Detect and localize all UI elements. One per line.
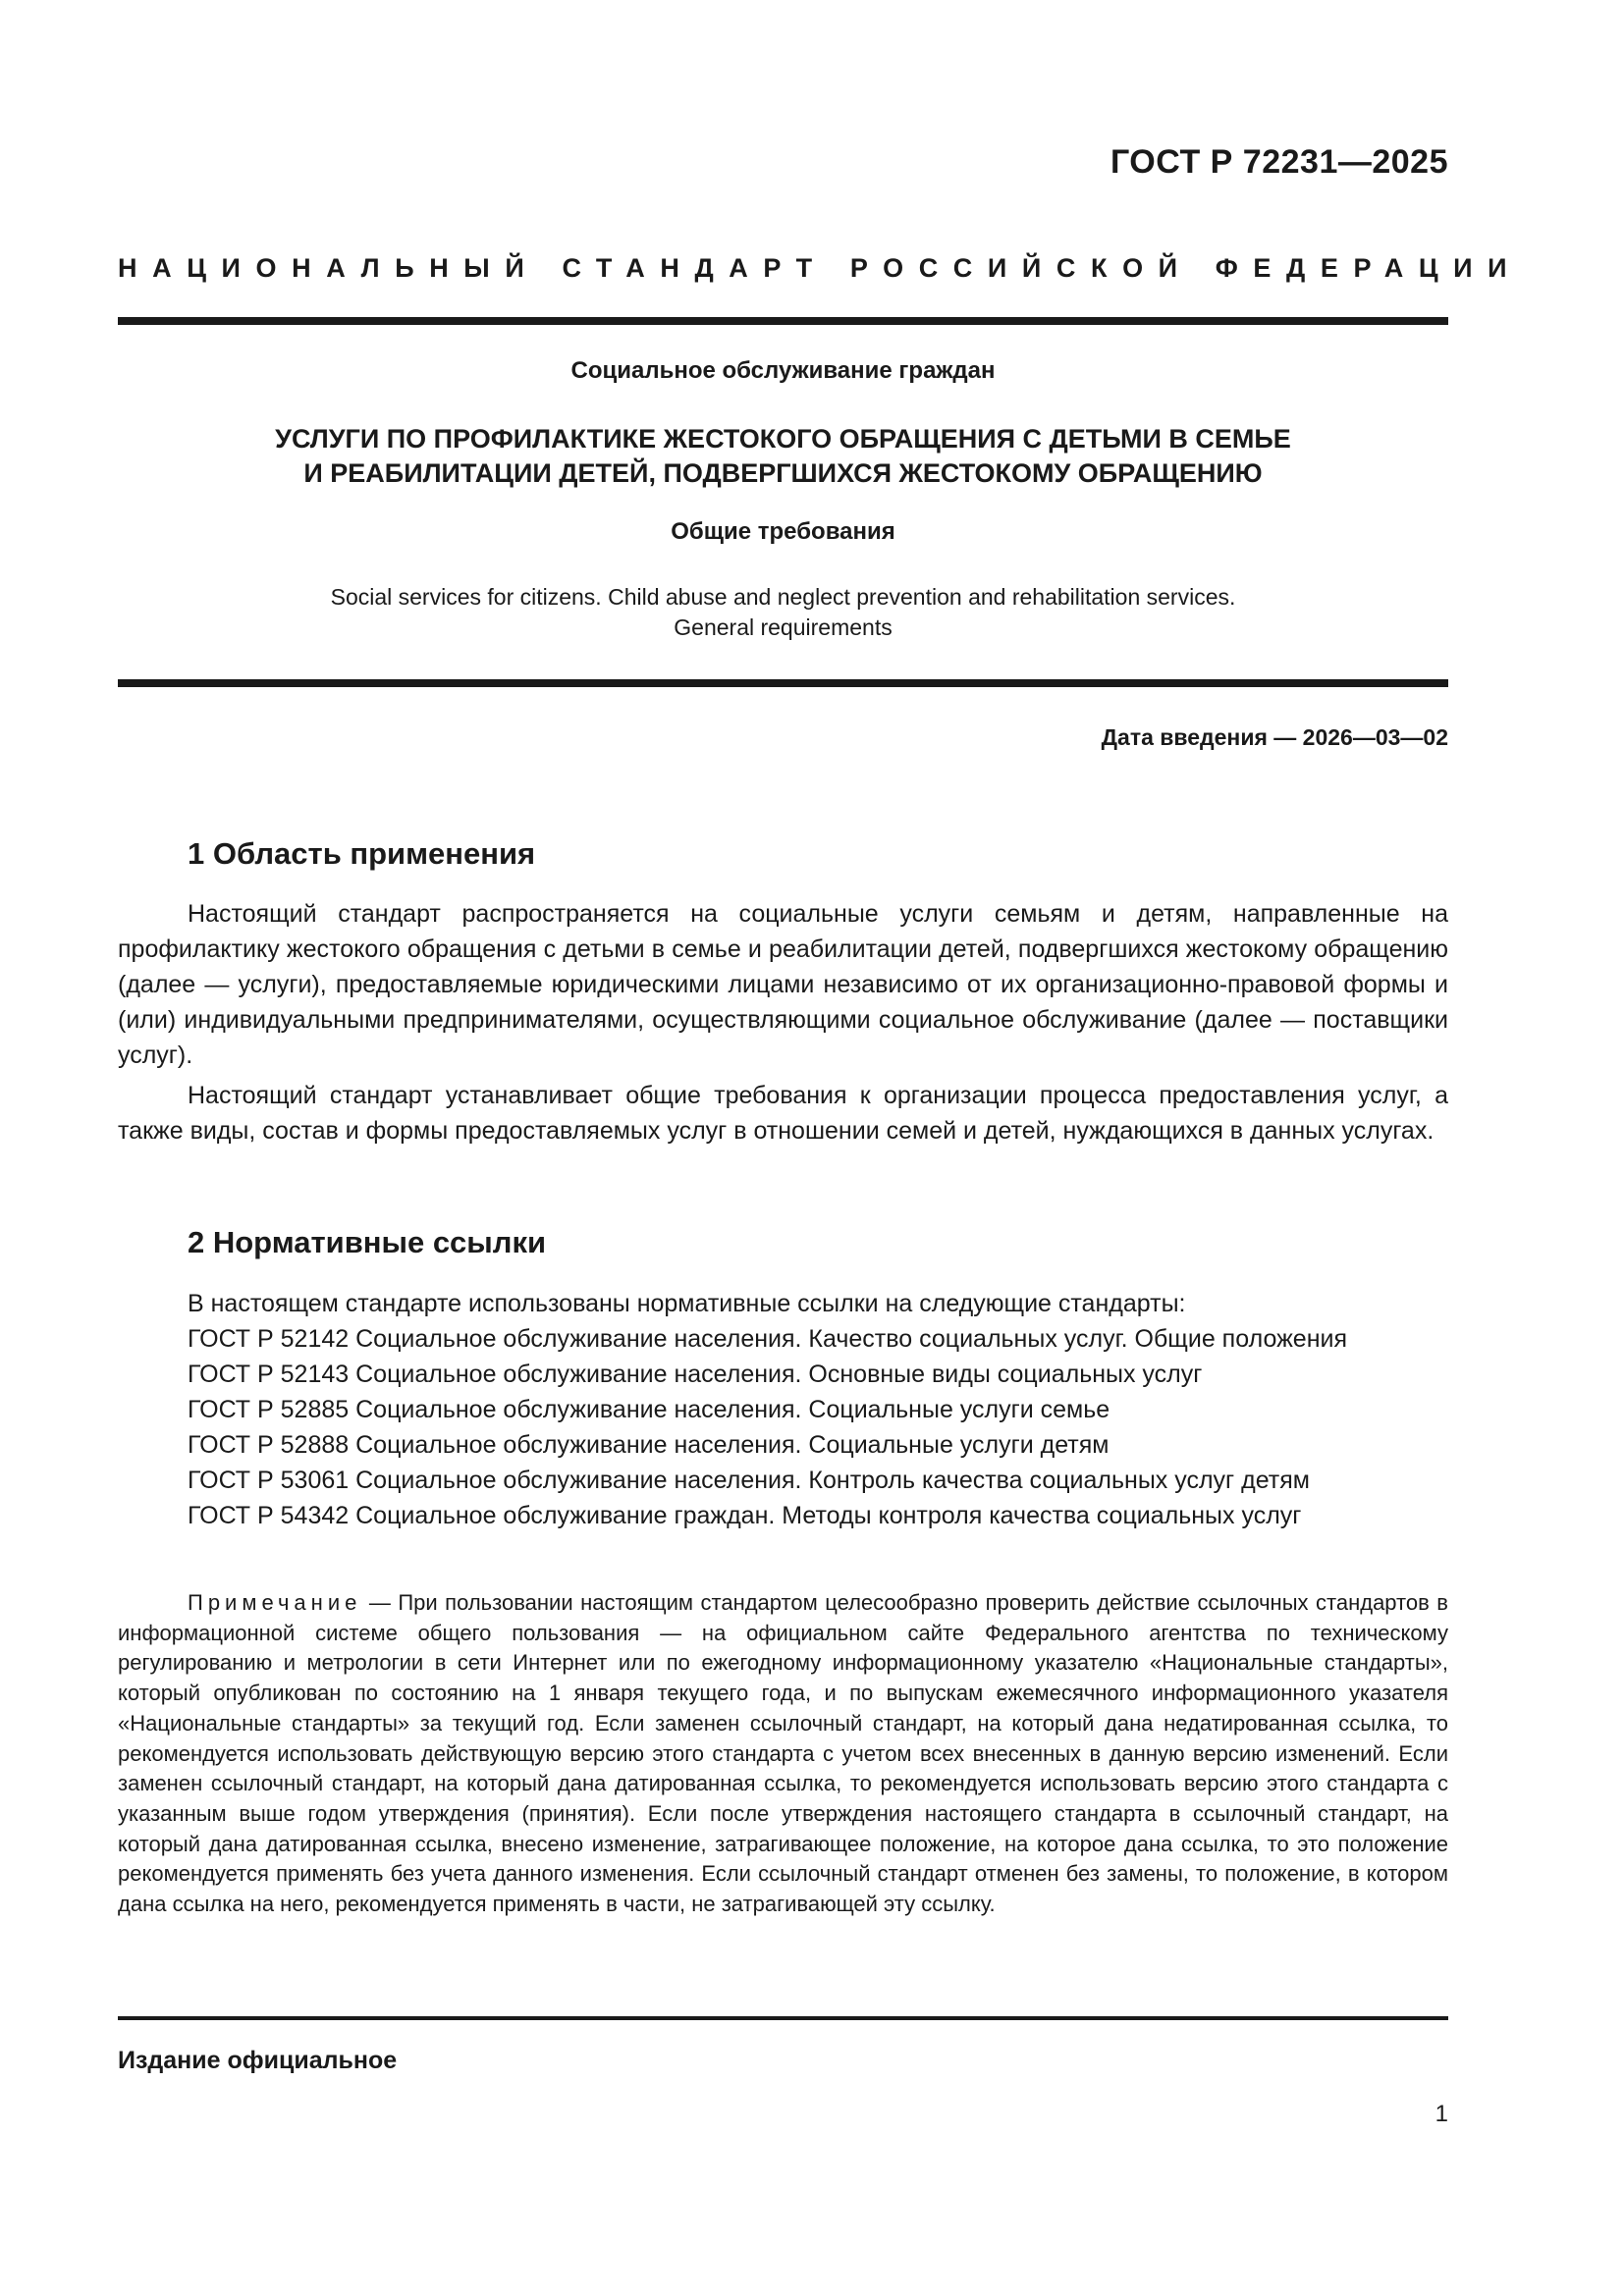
reference-item: ГОСТ Р 52888 Социальное обслуживание населения. Социальные услуги детям: [188, 1431, 1110, 1459]
document-page: [118, 0, 1523, 2296]
introduction-date: Дата введения — 2026—03—02: [1101, 724, 1448, 750]
reference-item: ГОСТ Р 53061 Социальное обслуживание населения. Контроль качества социальных услуг детям: [188, 1467, 1310, 1494]
section-heading-scope: 1 Область применения: [188, 836, 536, 871]
reference-item: ГОСТ Р 54342 Социальное обслуживание граждан. Методы контроля качества социальных услуг: [188, 1502, 1302, 1529]
references-intro: В настоящем стандарте использованы нормативные ссылки на следующие стандарты:: [188, 1290, 1186, 1317]
section-heading-references: 2 Нормативные ссылки: [188, 1225, 547, 1259]
official-edition-label: Издание официальное: [118, 2047, 398, 2074]
title-line-2: И РЕАБИЛИТАЦИИ ДЕТЕЙ, ПОДВЕРГШИХСЯ ЖЕСТОКОМУ ОБРАЩЕНИЮ: [303, 458, 1263, 488]
reference-item: ГОСТ Р 52143 Социальное обслуживание населения. Основные виды социальных услуг: [188, 1361, 1203, 1388]
document-number: ГОСТ Р 72231—2025: [1110, 143, 1448, 181]
title-divider: [118, 679, 1448, 687]
note-label: Примечание: [188, 1590, 362, 1615]
english-title: [118, 582, 1448, 643]
standard-category: Социальное обслуживание граждан: [570, 357, 996, 384]
references-note: [118, 1588, 1448, 1920]
title-line-1: УСЛУГИ ПО ПРОФИЛАКТИКЕ ЖЕСТОКОГО ОБРАЩЕНИЯ С ДЕТЬМИ В СЕМЬЕ: [275, 424, 1291, 454]
english-title-line-2: General requirements: [674, 614, 893, 640]
page-number: 1: [1435, 2101, 1448, 2127]
standard-title: [118, 422, 1448, 491]
top-divider: [118, 317, 1448, 325]
note-text: — При пользовании настоящим стандартом целесообразно проверить действие ссылочных стандартов в информационной системе общего пользования — на официальном сайте Федерального агентства по техническому регулированию и метрологии в сети Интернет или по ежегодному информационному указателю «Национальные стандарты», который опубликован по состоянию на 1 января текущего года, и по выпускам ежемесячного информационного указателя «Национальные стандарты» за текущий год. Если заменен ссылочный стандарт, на который дана недатированная ссылка, то рекомендуется использовать действующую версию этого стандарта с учетом всех внесенных в данную версию изменений. Если заменен ссылочный стандарт, на который дана датированная ссылка, то рекомендуется использовать версию этого стандарта с указанным выше годом утверждения (принятия). Если после утверждения настоящего стандарта в ссылочный стандарт, на который дана датированная ссылка, внесено изменение, затрагивающее положение, на которое дана ссылка, то это положение рекомендуется применять без учета данного изменения. Если ссылочный стандарт отменен без замены, то положение, в котором дана ссылка на него, рекомендуется применять в части, не затрагивающей эту ссылку.: [118, 1590, 1448, 1917]
reference-item: ГОСТ Р 52142 Социальное обслуживание населения. Качество социальных услуг. Общие положения: [188, 1325, 1348, 1353]
scope-paragraph-1: Настоящий стандарт распространяется на социальные услуги семьям и детям, направленные на профилактику жестокого обращения с детьми в семье и реабилитации детей, подвергшихся жестокому обращению (далее — услуги), предоставляемые юридическими лицами независимо от их организационно-правовой формы и (или) индивидуальными предпринимателями, осуществляющими социальное обслуживание (далее — поставщики услуг).: [118, 900, 1448, 1069]
english-title-line-1: Social services for citizens. Child abuse and neglect prevention and rehabilitation services.: [330, 584, 1236, 610]
references-list: [118, 1286, 1448, 1533]
reference-item: ГОСТ Р 52885 Социальное обслуживание населения. Социальные услуги семье: [188, 1396, 1110, 1423]
national-standard-header: НАЦИОНАЛЬНЫЙ СТАНДАРТ РОССИЙСКОЙ ФЕДЕРАЦИИ: [118, 253, 1523, 283]
footer-divider: [118, 2016, 1448, 2020]
standard-subtitle: Общие требования: [671, 518, 895, 545]
scope-paragraph-2: Настоящий стандарт устанавливает общие требования к организации процесса предоставления услуг, а также виды, состав и формы предоставляемых услуг в отношении семей и детей, нуждающихся в данных услугах.: [118, 1082, 1448, 1145]
